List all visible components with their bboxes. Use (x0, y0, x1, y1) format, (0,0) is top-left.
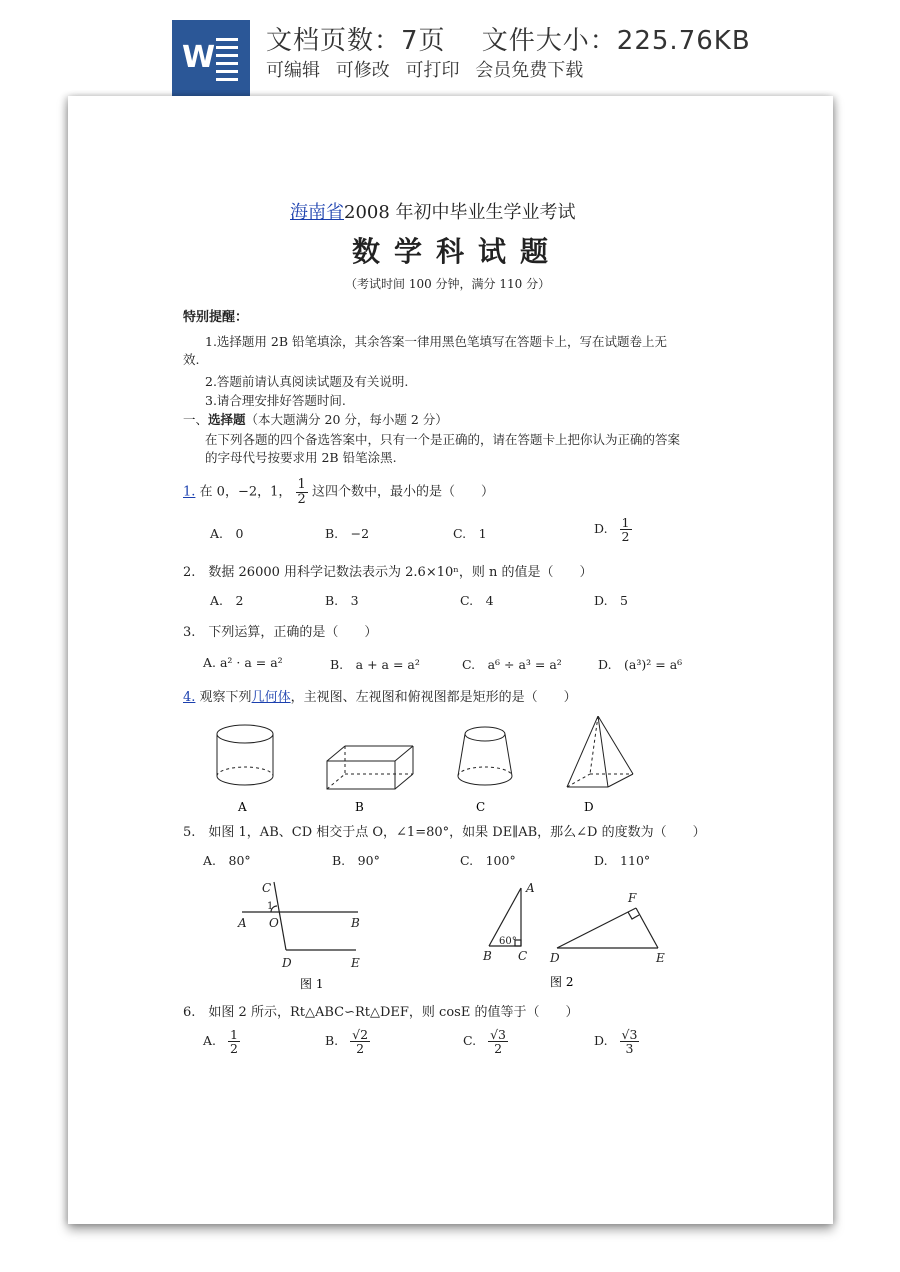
q2-option-b: B. 3 (325, 593, 359, 608)
feature-printable: 可打印 (405, 60, 460, 81)
feature-modifiable: 可修改 (335, 60, 390, 81)
geometry-link[interactable]: 几何体 (251, 690, 291, 705)
svg-text:A: A (526, 881, 535, 895)
province-link[interactable]: 海南省 (290, 202, 344, 223)
reminder-1: 1.选择题用 2B 铅笔填涂，其余答案一律用黑色笔填写在答题卡上，写在试题卷上无 (205, 334, 668, 349)
q6-option-b: B. $\frac{√2}{2}$ (325, 1027, 369, 1057)
document-info: 文档页数：7页 文件大小：225.76KB (266, 26, 751, 56)
pyramid-shape (567, 716, 633, 787)
question-3: 3. 下列运算，正确的是（ ） (183, 625, 378, 640)
q5-option-c: C. 100° (460, 853, 516, 868)
svg-text:60°: 60° (499, 936, 517, 947)
q5-option-d: D. 110° (594, 853, 651, 868)
q5-option-b: B. 90° (332, 853, 380, 868)
svg-text:E: E (656, 951, 665, 965)
download-banner (0, 0, 900, 96)
svg-text:C: C (518, 949, 528, 963)
svg-text:D: D (550, 951, 560, 965)
question-6: 6. 如图 2 所示，Rt△ABC∽Rt△DEF，则 cosE 的值等于（ ） (183, 1005, 579, 1020)
reminder-heading: 特别提醒： (183, 310, 249, 325)
section-1-instruction-2: 的字母代号按要求用 2B 铅笔涂黑. (205, 450, 397, 465)
q1-option-a: A. 0 (210, 526, 244, 541)
section-1-instruction-1: 在下列各题的四个备选答案中，只有一个是正确的，请在答题卡上把你认为正确的答案 (205, 432, 681, 447)
svg-text:D: D (282, 956, 292, 970)
q5-option-a: A. 80° (203, 853, 251, 868)
shape-label-d: D (584, 800, 594, 814)
cuboid-shape (327, 746, 413, 789)
feature-list (266, 56, 593, 82)
fraction-one-half: $\frac{1}{2}$ (297, 477, 306, 507)
section-1-heading: 一、选择题（本大题满分 20 分，每小题 2 分） (183, 412, 448, 427)
question-4: 4. 观察下列几何体，主视图、左视图和俯视图都是矩形的是（ ） (183, 690, 577, 705)
svg-text:C: C (262, 881, 272, 895)
question-4-number[interactable]: 4. (183, 690, 196, 705)
feature-member-download: 会员免费下载 (475, 60, 584, 81)
frustum-shape (458, 727, 512, 785)
q2-option-c: C. 4 (460, 593, 494, 608)
figure-1 (230, 878, 370, 993)
shape-label-c: C (476, 800, 486, 814)
svg-text:1: 1 (267, 901, 274, 912)
geometry-shapes (200, 716, 660, 816)
question-2: 2. 数据 26000 用科学记数法表示为 2.6×10ⁿ，则 n 的值是（ ） (183, 565, 593, 580)
q2-option-a: A. 2 (210, 593, 244, 608)
shape-label-a: A (238, 800, 247, 814)
feature-editable: 可编辑 (266, 60, 320, 81)
shape-label-b: B (355, 800, 364, 814)
exam-time-note: （考试时间 100 分钟，满分 110 分） (345, 277, 551, 291)
q2-option-d: D. 5 (594, 593, 629, 608)
reminder-2: 2.答题前请认真阅读试题及有关说明. (205, 374, 409, 389)
svg-text:B: B (351, 916, 360, 930)
q6-option-d: D. $\frac{√3}{3}$ (594, 1027, 638, 1057)
q6-option-c: C. $\frac{√3}{2}$ (463, 1027, 506, 1057)
question-5: 5. 如图 1，AB、CD 相交于点 O，∠1=80°，如果 DE∥AB，那么∠D 的度数为（ ） (183, 825, 706, 840)
q3-option-b: B. a + a = a² (330, 657, 420, 672)
word-icon-letter: W (182, 40, 216, 75)
q3-option-a: A. a² · a = a² (203, 655, 283, 670)
svg-text:O: O (269, 916, 279, 930)
question-1-number[interactable]: 1. (183, 484, 196, 500)
figure-1-caption: 图 1 (300, 977, 324, 991)
q3-option-d: D. (a³)² = a⁶ (598, 657, 683, 672)
q1-option-d: D. $\frac{1}{2}$ (594, 515, 630, 545)
figure-2-caption: 图 2 (550, 975, 574, 989)
svg-text:A: A (238, 916, 247, 930)
exam-subject: 数学科试题 (352, 235, 563, 268)
svg-text:F: F (628, 891, 637, 905)
q6-option-a: A. $\frac{1}{2}$ (203, 1027, 238, 1057)
question-1: 1. 在 0，−2，1， $\frac{1}{2}$ 这四个数中，最小的是（ ） (183, 477, 494, 507)
reminder-3: 3.请合理安排好答题时间. (205, 393, 346, 408)
cylinder-shape (217, 725, 273, 785)
q1-option-b: B. −2 (325, 526, 370, 541)
q1-option-c: C. 1 (453, 526, 487, 541)
word-document-icon (172, 20, 250, 96)
exam-title: 海南省2008 年初中毕业生学业考试 (290, 202, 576, 223)
svg-text:B: B (483, 949, 492, 963)
svg-text:E: E (351, 956, 360, 970)
figure-2 (478, 878, 678, 993)
q3-option-c: C. a⁶ ÷ a³ = a² (462, 657, 562, 672)
reminder-1-cont: 效. (183, 352, 200, 367)
